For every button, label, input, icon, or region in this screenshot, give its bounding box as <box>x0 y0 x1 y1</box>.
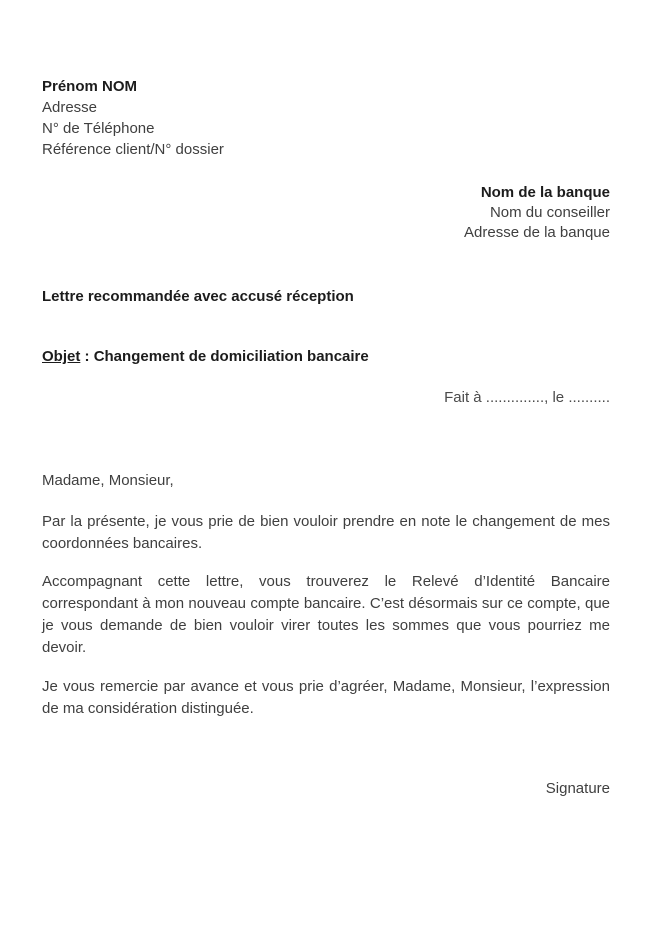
subject-separator: : <box>80 348 94 365</box>
body-paragraph: Accompagnant cette lettre, vous trouverez le Relevé d’Identité Bancaire correspondant à mon nouveau compte bancaire. C’est désormais sur ce compte, que je vous demande de bien vouloir virer toutes les sommes que vous pourriez me devoir. <box>42 573 610 656</box>
sender-reference: Référence client/N° dossier <box>42 141 224 158</box>
sender-address: Adresse <box>42 99 98 116</box>
recipient-bank-address: Adresse de la banque <box>464 224 610 241</box>
date-place-line: Fait à .............., le .......... <box>444 389 610 406</box>
body-paragraph: Je vous remercie par avance et vous prie d’agréer, Madame, Monsieur, l’expression de ma considération distinguée. <box>42 678 610 717</box>
body-paragraph: Par la présente, je vous prie de bien vouloir prendre en note le changement de mes coordonnées bancaires. <box>42 513 610 552</box>
registered-mail-mention: Lettre recommandée avec accusé réception <box>42 288 354 305</box>
recipient-advisor-name: Nom du conseiller <box>489 204 610 221</box>
sender-phone: N° de Téléphone <box>42 120 155 137</box>
sender-name: Prénom NOM <box>42 78 138 95</box>
salutation: Madame, Monsieur, <box>42 472 174 489</box>
recipient-bank-name: Nom de la banque <box>480 184 610 201</box>
subject-text: Changement de domiciliation bancaire <box>93 348 369 365</box>
sender-block <box>42 76 610 160</box>
recipient-block <box>42 183 610 243</box>
signature-label: Signature <box>545 780 610 797</box>
subject-line <box>42 346 610 367</box>
subject-label: Objet <box>42 348 81 365</box>
